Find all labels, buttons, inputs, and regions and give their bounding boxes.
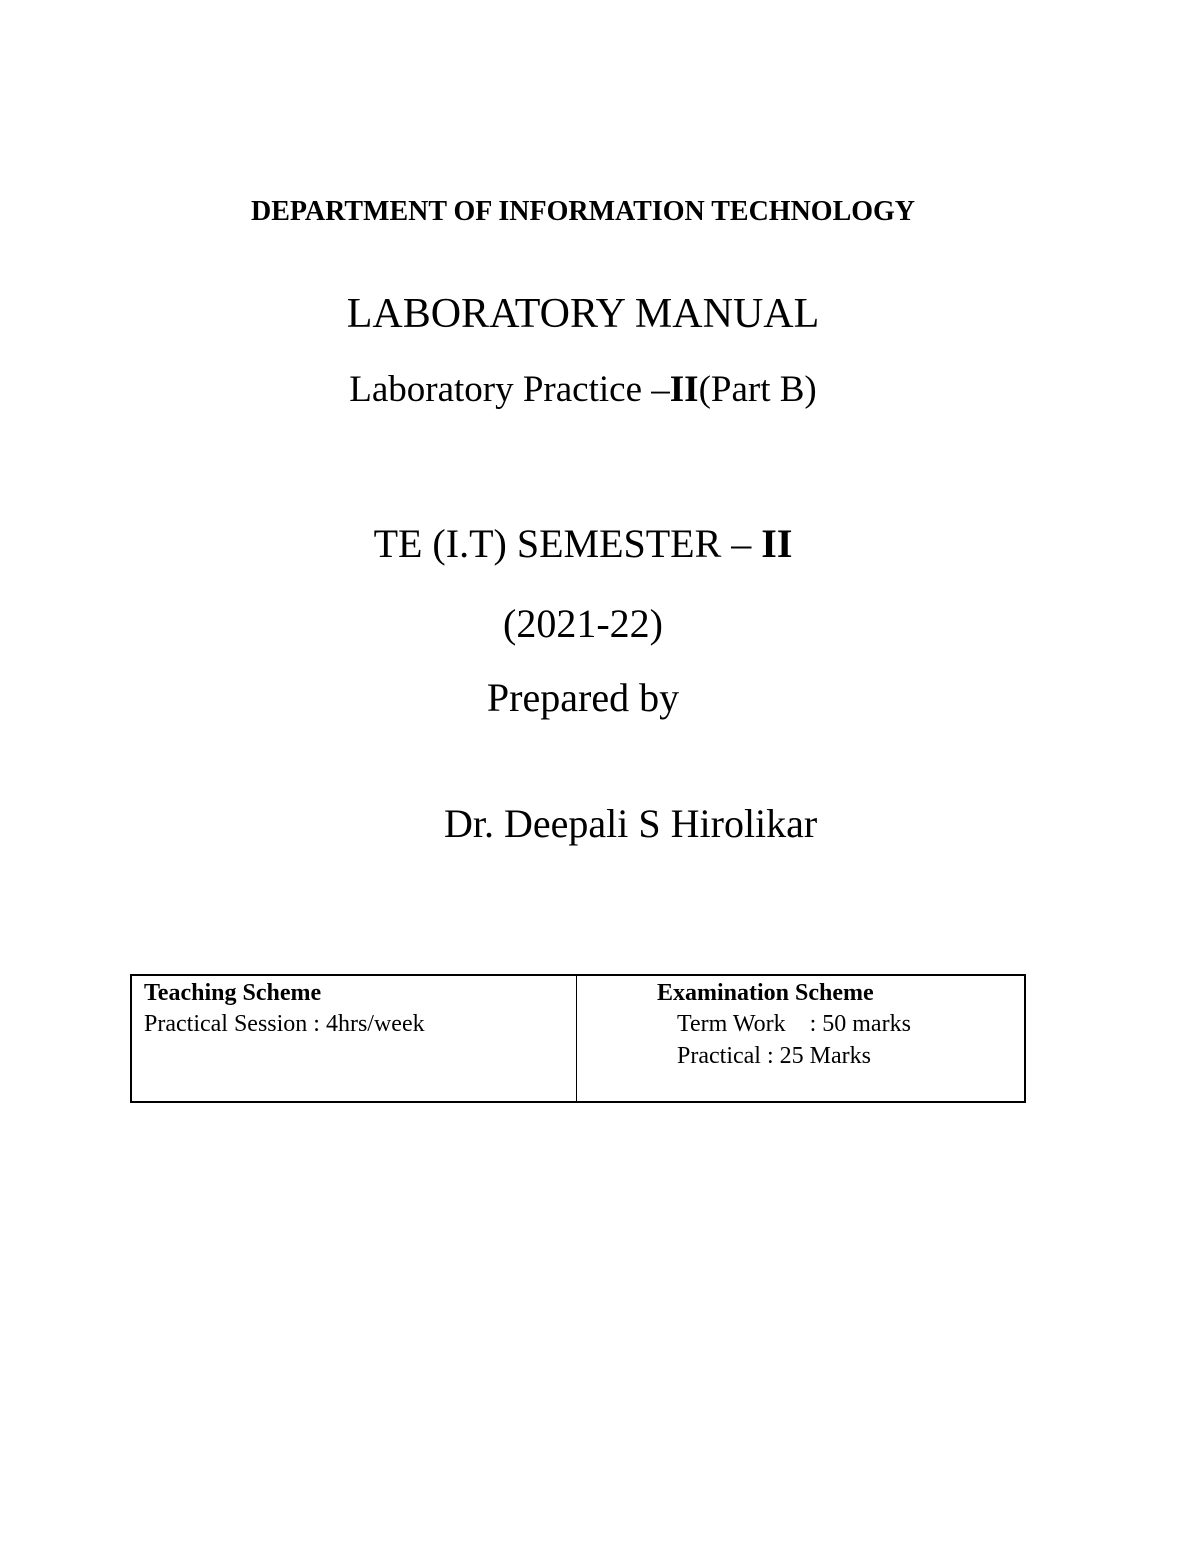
department-heading: DEPARTMENT OF INFORMATION TECHNOLOGY [250,196,916,227]
course-title-suffix: (Part B) [698,369,817,410]
manual-title: LABORATORY MANUAL [346,291,820,337]
course-title-numeral: II [669,369,699,410]
teaching-scheme-heading: Teaching Scheme [144,980,322,1006]
examination-scheme-line-practical: Practical : 25 Marks [677,1043,871,1069]
teaching-scheme-cell [132,976,577,1101]
author-name: Dr. Deepali S Hirolikar [444,801,818,846]
semester-numeral: II [761,521,793,566]
course-title [0,368,1166,411]
teaching-scheme-line: Practical Session : 4hrs/week [144,1011,425,1037]
examination-scheme-line-term-work: Term Work : 50 marks [677,1011,911,1037]
prepared-by-label: Prepared by [486,675,680,720]
scheme-table [130,974,1026,1103]
course-title-prefix: Laboratory Practice – [349,369,670,410]
examination-scheme-heading: Examination Scheme [657,980,874,1006]
academic-year: (2021-22) [503,601,663,646]
semester-prefix: TE (I.T) SEMESTER – [373,521,762,566]
examination-scheme-cell [577,976,1024,1101]
semester-line [0,520,1166,567]
